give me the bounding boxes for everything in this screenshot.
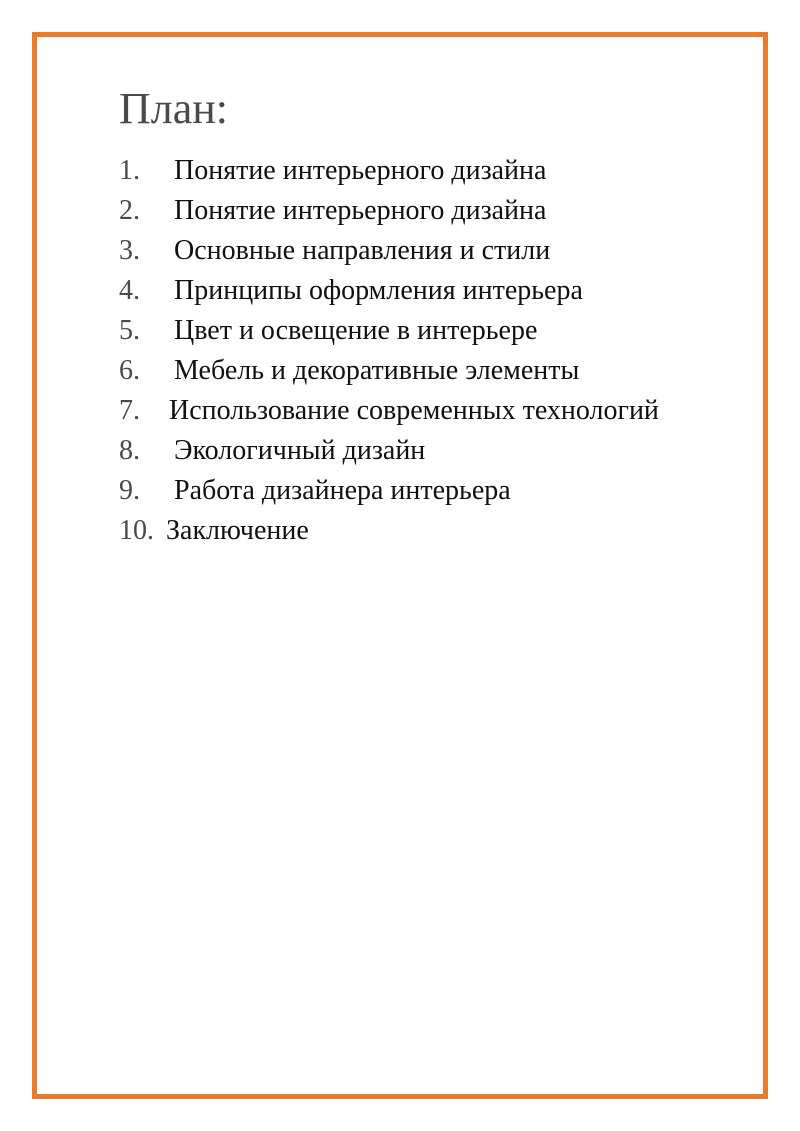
list-item-number: 5. [119,315,140,346]
list-item-number: 7. [119,395,140,426]
list-item-text: Понятие интерьерного дизайна [174,155,547,186]
list-item-text: Основные направления и стили [174,235,551,266]
list-item-number: 4. [119,275,140,306]
list-item-text: Экологичный дизайн [174,435,426,466]
list-item-number: 6. [119,355,140,386]
page-title: План: [119,84,229,133]
list-item-number: 2. [119,195,140,226]
list-item-number: 1. [119,155,140,186]
list-item-text: Понятие интерьерного дизайна [174,195,547,226]
list-item-text: Заключение [166,515,309,546]
page-frame [32,32,768,1099]
list-item-number: 3. [119,235,140,266]
list-item-text: Использование современных технологий [169,395,659,426]
list-item-number: 9. [119,475,140,506]
list-item-number: 10. [119,515,154,546]
list-item-text: Принципы оформления интерьера [174,275,583,306]
list-item-text: Цвет и освещение в интерьере [174,315,538,346]
list-item-text: Работа дизайнера интерьера [174,475,511,506]
list-item-number: 8. [119,435,140,466]
list-item-text: Мебель и декоративные элементы [174,355,580,386]
